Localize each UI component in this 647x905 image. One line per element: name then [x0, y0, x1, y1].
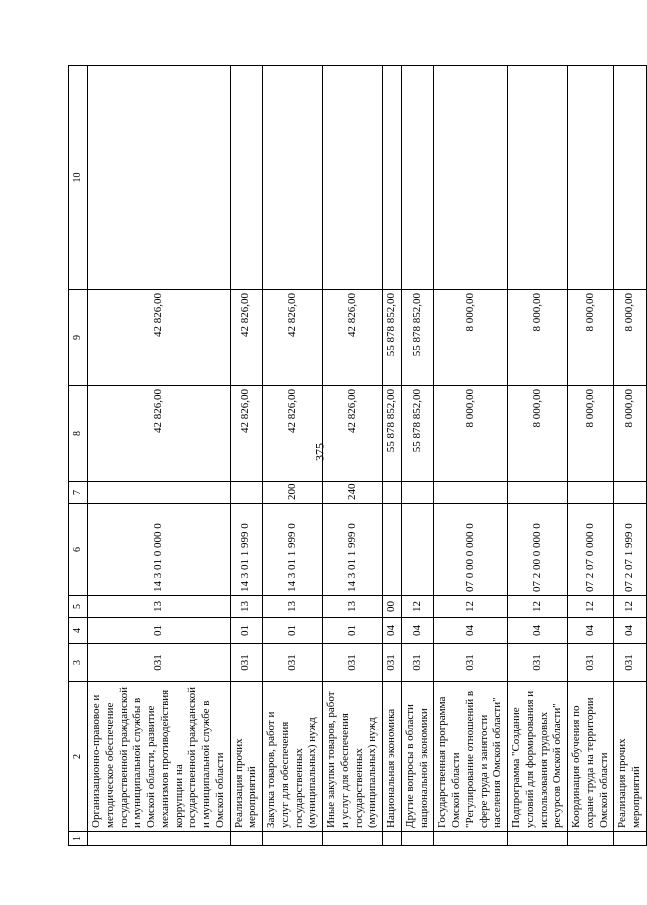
table-body [88, 66, 647, 846]
page-number: 375 [312, 443, 327, 461]
cell-col-4: 04 [508, 618, 568, 644]
cell-col-1 [614, 832, 647, 846]
cell-col-6: 14 3 01 1 999 0 [263, 504, 323, 596]
cell-col-4: 01 [230, 618, 263, 644]
column-header-8: 8 [69, 386, 88, 482]
cell-col-2: Реализация прочих мероприятий [614, 682, 647, 832]
budget-table-container [68, 66, 642, 846]
cell-col-9: 55 878 852,00 [383, 290, 402, 386]
budget-table [68, 65, 647, 846]
cell-col-1 [323, 832, 383, 846]
cell-col-3: 031 [434, 644, 508, 682]
cell-col-10 [568, 66, 614, 290]
cell-col-7 [614, 482, 647, 504]
column-header-5: 5 [69, 596, 88, 618]
column-header-9: 9 [69, 290, 88, 386]
cell-col-9: 8 000,00 [568, 290, 614, 386]
cell-col-8: 42 826,00 [263, 386, 323, 482]
cell-col-6: 14 3 01 1 999 0 [230, 504, 263, 596]
cell-col-8: 8 000,00 [508, 386, 568, 482]
cell-col-2: Координация обучения по охране труда на территории Омской области [568, 682, 614, 832]
cell-col-2: Закупка товаров, работ и услуг для обеспечения государственных (муниципальных) нужд [263, 682, 323, 832]
cell-col-6: 07 2 00 0 000 0 [508, 504, 568, 596]
cell-col-3: 031 [323, 644, 383, 682]
cell-col-10 [401, 66, 434, 290]
cell-col-3: 031 [230, 644, 263, 682]
cell-col-1 [508, 832, 568, 846]
column-header-1: 1 [69, 832, 88, 846]
cell-col-8: 42 826,00 [230, 386, 263, 482]
cell-col-4: 04 [434, 618, 508, 644]
cell-col-1 [568, 832, 614, 846]
cell-col-4: 04 [383, 618, 402, 644]
cell-col-4: 01 [323, 618, 383, 644]
cell-col-3: 031 [614, 644, 647, 682]
cell-col-8: 42 826,00 [88, 386, 231, 482]
table-row [263, 66, 323, 846]
cell-col-5: 12 [568, 596, 614, 618]
table-row [614, 66, 647, 846]
table-row [383, 66, 402, 846]
cell-col-1 [263, 832, 323, 846]
cell-col-9: 42 826,00 [263, 290, 323, 386]
cell-col-9: 42 826,00 [88, 290, 231, 386]
cell-col-4: 04 [401, 618, 434, 644]
cell-col-6: 07 2 07 1 999 0 [614, 504, 647, 596]
cell-col-6 [401, 504, 434, 596]
cell-col-3: 031 [401, 644, 434, 682]
cell-col-7: 200 [263, 482, 323, 504]
column-header-6: 6 [69, 504, 88, 596]
cell-col-9: 42 826,00 [323, 290, 383, 386]
cell-col-3: 031 [88, 644, 231, 682]
cell-col-1 [88, 832, 231, 846]
cell-col-10 [434, 66, 508, 290]
cell-col-2: Государственная программа Омской области "Регулирование отношений в сфере труда и занятости населения Омской области" [434, 682, 508, 832]
table-row [230, 66, 263, 846]
cell-col-2: Реализация прочих мероприятий [230, 682, 263, 832]
cell-col-10 [323, 66, 383, 290]
cell-col-4: 04 [568, 618, 614, 644]
cell-col-6 [383, 504, 402, 596]
cell-col-8: 55 878 852,00 [401, 386, 434, 482]
cell-col-5: 12 [401, 596, 434, 618]
cell-col-2: Другие вопросы в области национальной экономики [401, 682, 434, 832]
cell-col-1 [230, 832, 263, 846]
cell-col-5: 13 [263, 596, 323, 618]
cell-col-8: 55 878 852,00 [383, 386, 402, 482]
cell-col-7 [230, 482, 263, 504]
table-row [434, 66, 508, 846]
cell-col-6: 14 3 01 0 000 0 [88, 504, 231, 596]
column-header-2: 2 [69, 682, 88, 832]
cell-col-5: 13 [323, 596, 383, 618]
table-row [323, 66, 383, 846]
cell-col-1 [383, 832, 402, 846]
cell-col-1 [401, 832, 434, 846]
cell-col-5: 13 [230, 596, 263, 618]
table-row [508, 66, 568, 846]
cell-col-2: Иные закупки товаров, работ и услуг для обеспечения государственных (муниципальных) нужд [323, 682, 383, 832]
column-header-10: 10 [69, 66, 88, 290]
cell-col-2: Организационно-правовое и методическое обеспечение государственной гражданской и муниципальной службы в Омской области, развитие механизмов противодействия коррупции на государственной гражданской и муниципальной службе в Омской области [88, 682, 231, 832]
cell-col-7 [383, 482, 402, 504]
cell-col-3: 031 [508, 644, 568, 682]
column-header-4: 4 [69, 618, 88, 644]
column-header-3: 3 [69, 644, 88, 682]
cell-col-6: 07 0 00 0 000 0 [434, 504, 508, 596]
cell-col-2: Подпрограмма "Создание условий для формирования и использования трудовых ресурсов Омской области" [508, 682, 568, 832]
cell-col-3: 031 [383, 644, 402, 682]
cell-col-9: 8 000,00 [434, 290, 508, 386]
cell-col-10 [88, 66, 231, 290]
cell-col-7 [508, 482, 568, 504]
rotated-table-frame [68, 66, 642, 846]
cell-col-8: 8 000,00 [434, 386, 508, 482]
cell-col-10 [383, 66, 402, 290]
cell-col-10 [263, 66, 323, 290]
cell-col-10 [230, 66, 263, 290]
cell-col-6: 07 2 07 0 000 0 [568, 504, 614, 596]
cell-col-10 [508, 66, 568, 290]
cell-col-2: Национальная экономика [383, 682, 402, 832]
header-row [69, 66, 88, 846]
cell-col-1 [434, 832, 508, 846]
cell-col-5: 12 [614, 596, 647, 618]
cell-col-3: 031 [568, 644, 614, 682]
cell-col-10 [614, 66, 647, 290]
cell-col-4: 01 [263, 618, 323, 644]
cell-col-5: 12 [508, 596, 568, 618]
cell-col-9: 42 826,00 [230, 290, 263, 386]
cell-col-5: 00 [383, 596, 402, 618]
cell-col-7: 240 [323, 482, 383, 504]
table-row [401, 66, 434, 846]
cell-col-8: 8 000,00 [568, 386, 614, 482]
cell-col-6: 14 3 01 1 999 0 [323, 504, 383, 596]
cell-col-4: 04 [614, 618, 647, 644]
cell-col-7 [434, 482, 508, 504]
table-row [88, 66, 231, 846]
column-header-7: 7 [69, 482, 88, 504]
cell-col-5: 13 [88, 596, 231, 618]
cell-col-9: 8 000,00 [614, 290, 647, 386]
cell-col-7 [568, 482, 614, 504]
cell-col-9: 8 000,00 [508, 290, 568, 386]
cell-col-7 [401, 482, 434, 504]
cell-col-5: 12 [434, 596, 508, 618]
table-row [568, 66, 614, 846]
cell-col-8: 42 826,00 [323, 386, 383, 482]
cell-col-4: 01 [88, 618, 231, 644]
cell-col-7 [88, 482, 231, 504]
cell-col-8: 8 000,00 [614, 386, 647, 482]
cell-col-3: 031 [263, 644, 323, 682]
cell-col-9: 55 878 852,00 [401, 290, 434, 386]
